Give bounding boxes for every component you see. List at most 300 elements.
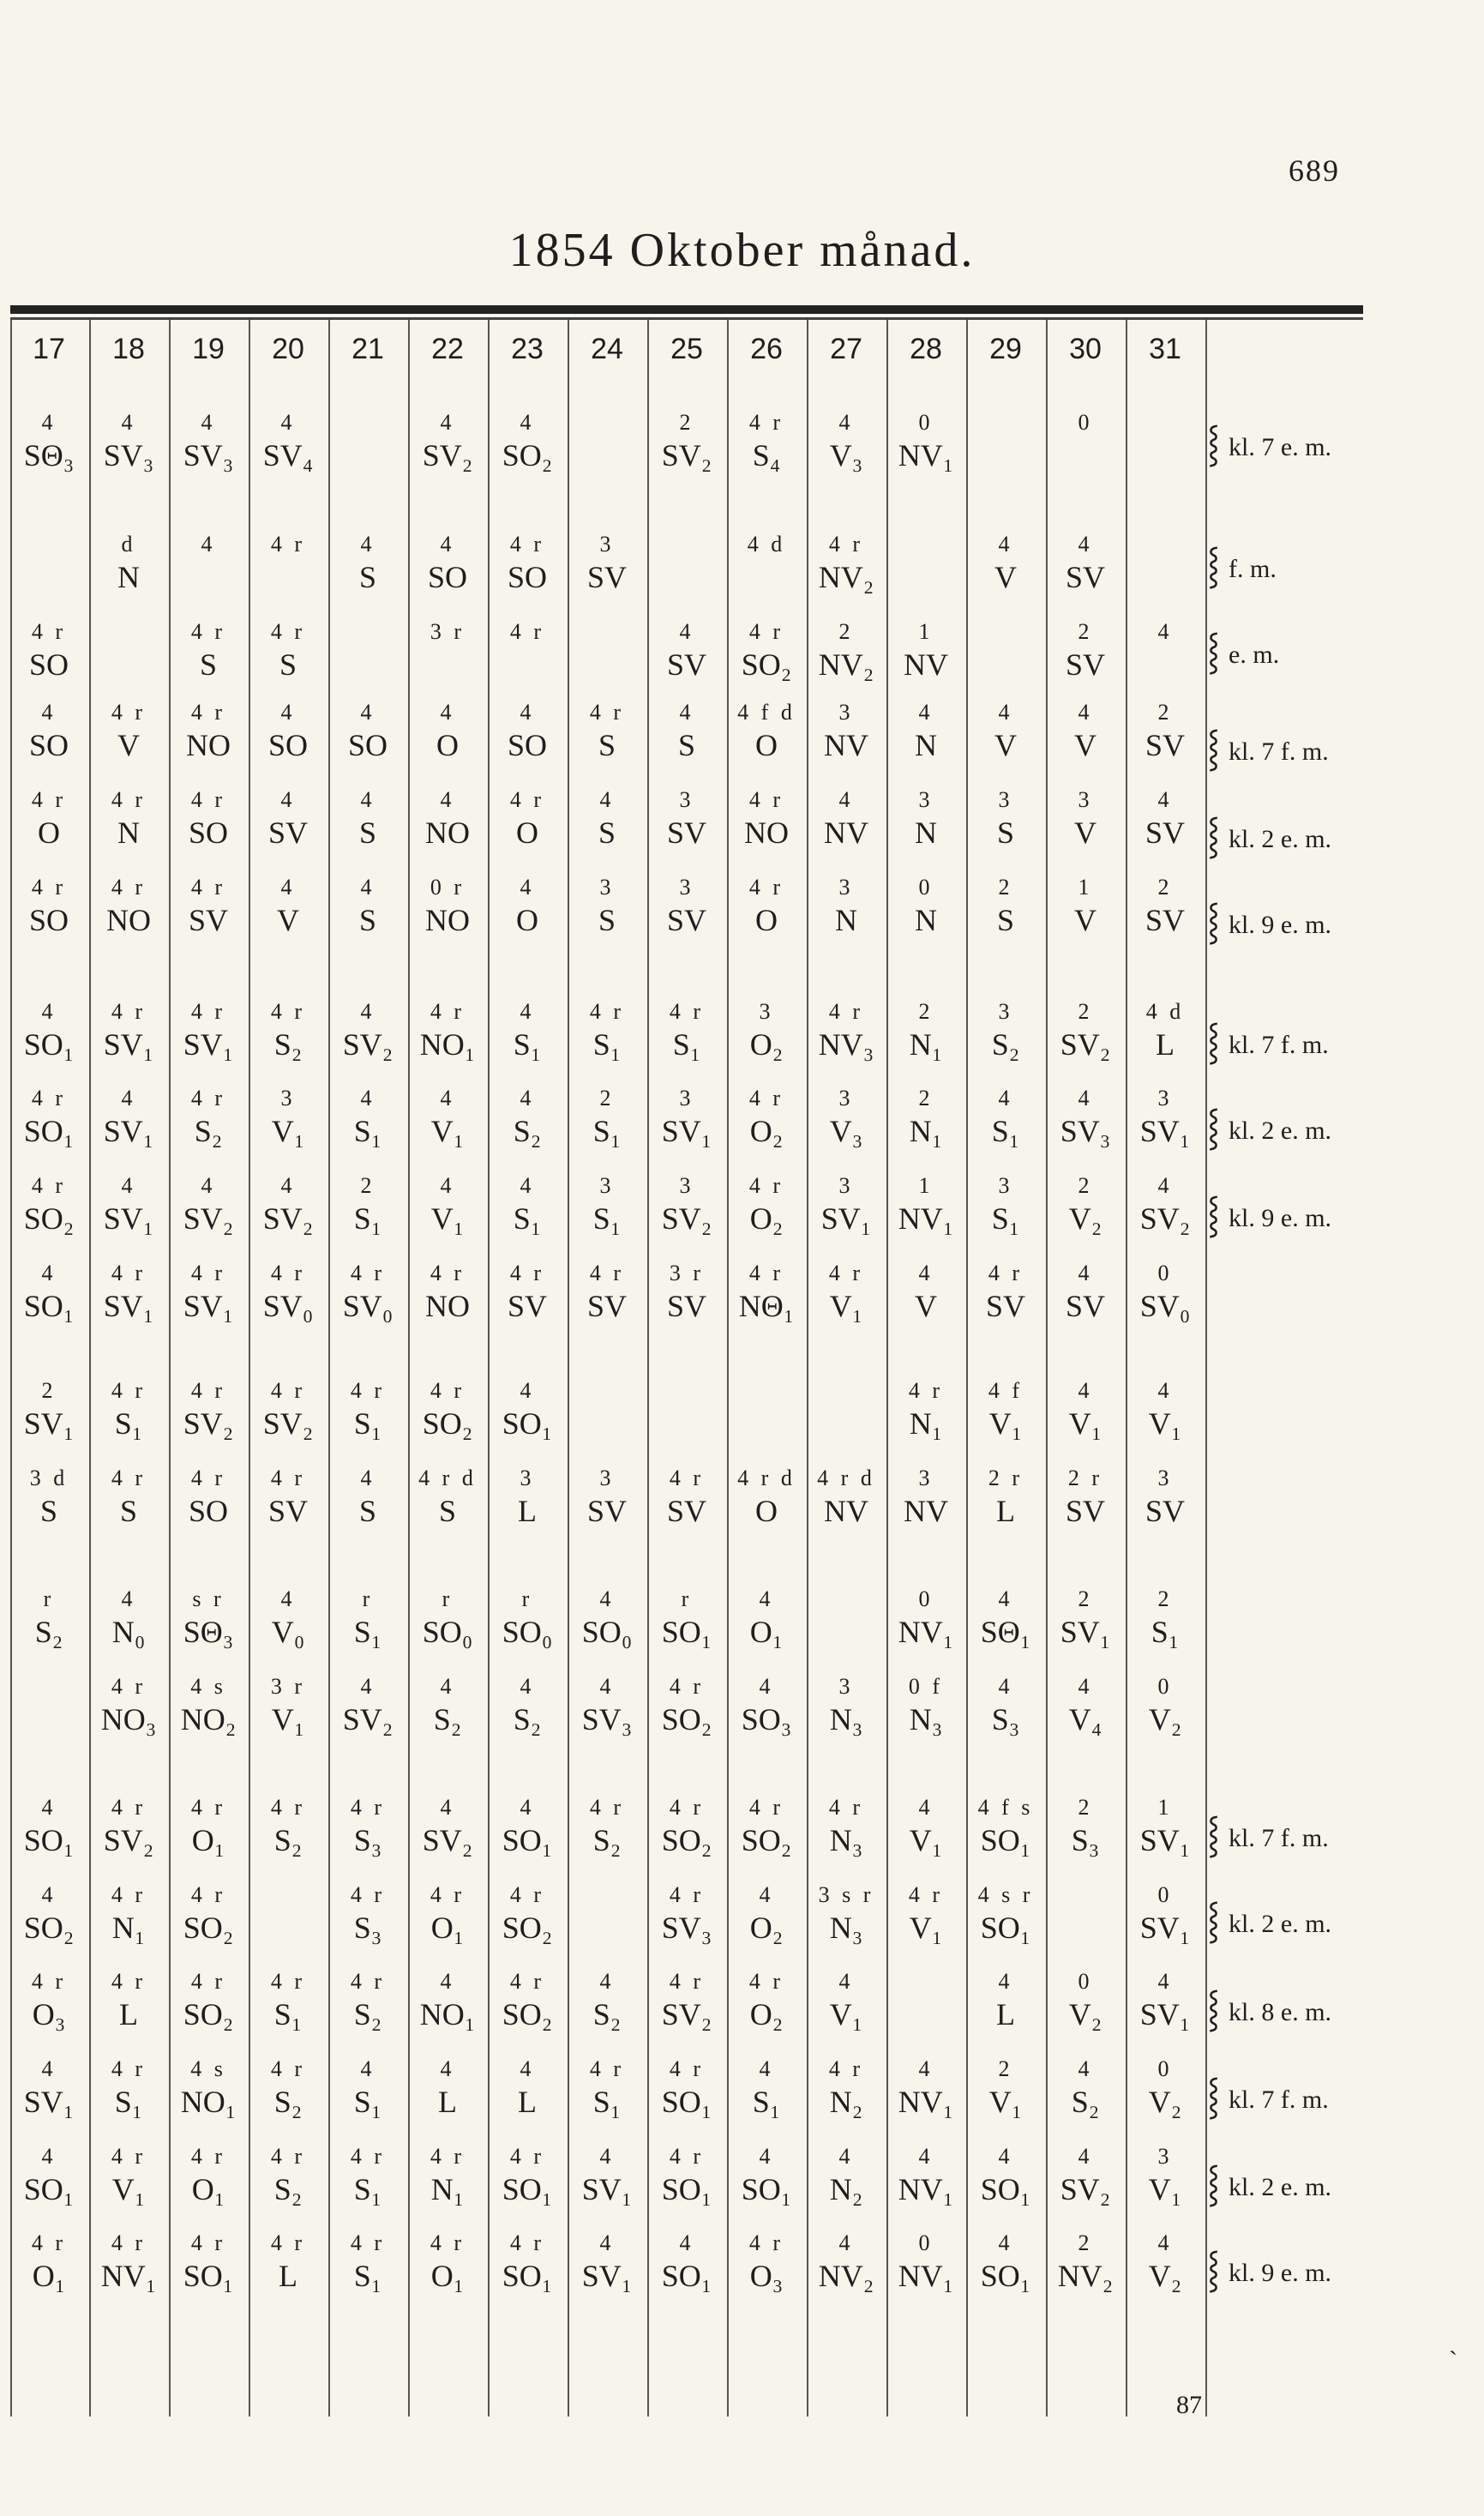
cloud-weather-code: 2 — [1078, 999, 1093, 1024]
observation-cell — [726, 2230, 807, 2294]
observation-cell — [886, 619, 966, 683]
wind-direction: SV₂ — [262, 1201, 314, 1236]
observation-cell — [327, 1086, 408, 1149]
wind-direction: N₃ — [829, 1823, 863, 1857]
observation-cell — [9, 1882, 89, 1946]
cloud-weather-code: 4 r — [589, 2056, 625, 2081]
cloud-weather-code: 4 r — [430, 1261, 466, 1285]
observation-cell — [168, 999, 249, 1062]
observation-cell — [886, 2144, 966, 2207]
wind-direction: O₃ — [32, 1997, 66, 2031]
cloud-weather-code: 4 — [998, 1086, 1013, 1111]
cloud-weather-code: 4 r — [669, 999, 705, 1024]
observation-cell — [248, 1795, 328, 1858]
observation-cell — [487, 1261, 568, 1324]
cloud-weather-code: 4 — [998, 532, 1013, 557]
observation-cell — [168, 1173, 249, 1237]
cloud-weather-code: 1 — [1157, 1795, 1173, 1820]
observation-cell — [327, 875, 408, 938]
observation-cell — [726, 410, 807, 473]
observation-cell — [407, 700, 488, 763]
cloud-weather-code: 0 — [1157, 2056, 1173, 2081]
cloud-weather-code: 4 r — [31, 619, 67, 644]
page-footer-number: 87 — [1176, 2391, 1202, 2419]
cloud-weather-code: 4 — [280, 875, 296, 900]
cloud-weather-code: 3 r — [270, 1674, 306, 1699]
observation-cell — [1125, 1466, 1205, 1529]
wind-direction: N — [117, 560, 140, 594]
cloud-weather-code: 4 d — [747, 532, 786, 557]
cloud-weather-code: 2 — [918, 999, 934, 1024]
cloud-weather-code: 4 r — [111, 1882, 147, 1907]
cloud-weather-code: 3 — [1157, 2144, 1173, 2169]
wind-direction: SO₂ — [741, 1823, 792, 1857]
wind-direction: SO₂ — [502, 438, 553, 473]
wind-direction: SV₃ — [1060, 1114, 1111, 1148]
observation-cell — [646, 2056, 727, 2120]
observation-cell — [88, 1086, 169, 1149]
wind-direction: V₁ — [430, 1114, 465, 1148]
cloud-weather-code: 2 — [1078, 2230, 1093, 2255]
wind-direction: N₃ — [829, 1702, 863, 1737]
observation-cell — [407, 2144, 488, 2207]
cloud-weather-code: 0 — [918, 1586, 934, 1611]
day-header: 31 — [1149, 333, 1181, 365]
cloud-weather-code: 4 — [599, 1586, 615, 1611]
cloud-weather-code: 4 — [1157, 1378, 1173, 1403]
wind-direction: NO₁ — [419, 1027, 476, 1062]
cloud-weather-code: 4 r — [190, 700, 226, 725]
time-note-label: kl. 2 e. m. — [1229, 1117, 1332, 1145]
cloud-weather-code: 2 — [918, 1086, 934, 1111]
cloud-weather-code: 4 — [41, 999, 57, 1024]
wind-direction: V₁ — [111, 2172, 146, 2206]
wind-direction: SO₂ — [661, 1702, 712, 1737]
wind-direction: V₁ — [1148, 2172, 1182, 2206]
time-note — [1207, 1189, 1331, 1237]
wind-direction: SV₁ — [820, 1201, 872, 1236]
day-header: 30 — [1069, 333, 1102, 365]
cloud-weather-code: 4 — [520, 700, 535, 725]
wind-direction: O₁ — [32, 2259, 66, 2293]
observation-cell — [407, 999, 488, 1062]
wind-direction: N₁ — [909, 1114, 943, 1148]
cloud-weather-code: 4 r — [111, 1795, 147, 1820]
wind-direction: S₁ — [353, 1201, 382, 1236]
cloud-weather-code: 4 — [280, 1173, 296, 1198]
day-header: 20 — [272, 333, 304, 365]
cloud-weather-code: 3 — [918, 1466, 934, 1490]
wind-direction: V₂ — [1148, 1702, 1182, 1737]
cloud-weather-code: 4 — [838, 2230, 854, 2255]
cloud-weather-code: 4 — [918, 2144, 934, 2169]
wind-direction: SV — [1145, 728, 1186, 762]
observation-cell — [327, 787, 408, 851]
wind-direction: SO₁ — [661, 2172, 712, 2206]
cloud-weather-code: 4 — [918, 1795, 934, 1820]
wind-direction: O₃ — [749, 2259, 784, 2293]
cloud-weather-code: 4 r — [270, 2230, 306, 2255]
wind-direction: N₂ — [829, 2085, 863, 2119]
wind-direction: SO — [188, 1494, 229, 1528]
brace-icon: ⸾ — [1207, 1989, 1221, 2029]
observation-cell — [9, 1466, 89, 1529]
observation-cell — [487, 619, 568, 647]
wind-direction: SO₂ — [183, 1911, 234, 1945]
time-note-label: kl. 7 f. m. — [1229, 2086, 1329, 2114]
wind-direction: NO₁ — [180, 2085, 237, 2119]
cloud-weather-code: 2 — [599, 1086, 615, 1111]
observation-cell — [965, 2144, 1046, 2207]
wind-direction: N — [915, 728, 937, 762]
observation-cell — [965, 1173, 1046, 1237]
cloud-weather-code: 3 — [838, 1674, 854, 1699]
observation-cell — [567, 875, 647, 938]
time-note — [1207, 2243, 1331, 2292]
wind-direction: SV — [267, 1494, 309, 1528]
wind-direction: N₁ — [909, 1406, 943, 1441]
cloud-weather-code: 4 — [918, 700, 934, 725]
wind-direction: SV₂ — [1060, 1027, 1111, 1062]
wind-direction: SV — [188, 903, 229, 937]
wind-direction: N₁ — [111, 1911, 146, 1945]
wind-direction: SV₁ — [23, 1406, 75, 1441]
observation-cell — [567, 2144, 647, 2207]
cloud-weather-code: r — [43, 1586, 55, 1611]
wind-direction: NO₂ — [180, 1702, 237, 1737]
observation-cell — [886, 2230, 966, 2294]
time-note — [1207, 1983, 1331, 2031]
observation-cell — [1045, 1969, 1126, 2032]
cloud-weather-code: 4 — [41, 2056, 57, 2081]
observation-cell — [806, 1466, 886, 1529]
wind-direction: S — [39, 1494, 58, 1528]
wind-direction: SO — [28, 903, 69, 937]
observation-cell — [1045, 2230, 1126, 2294]
wind-direction: S — [438, 1494, 457, 1528]
observation-cell — [248, 999, 328, 1062]
wind-direction: V — [994, 560, 1017, 594]
brace-icon: ⸾ — [1207, 729, 1221, 768]
cloud-weather-code: 4 r — [31, 1086, 67, 1111]
cloud-weather-code: 4 r — [31, 787, 67, 812]
cloud-weather-code: 4 — [201, 410, 216, 435]
wind-direction: SV₁ — [1139, 1114, 1191, 1148]
observation-cell — [1125, 2230, 1205, 2294]
wind-direction: S₁ — [592, 2085, 622, 2119]
wind-direction: SO₁ — [980, 2172, 1031, 2206]
observation-cell — [567, 1086, 647, 1149]
cloud-weather-code: 4 — [1078, 532, 1093, 557]
cloud-weather-code: 4 — [1078, 2144, 1093, 2169]
wind-direction: SV — [1065, 1289, 1106, 1323]
wind-direction: SO₂ — [502, 1997, 553, 2031]
wind-direction: O₂ — [749, 1114, 784, 1148]
observation-cell — [327, 1586, 408, 1650]
observation-cell — [965, 2056, 1046, 2120]
wind-direction: SO₂ — [502, 1911, 553, 1945]
cloud-weather-code: 4 r — [111, 2056, 147, 2081]
wind-direction: V₁ — [829, 1997, 863, 2031]
observation-cell — [1125, 2056, 1205, 2120]
observation-cell — [407, 1969, 488, 2032]
wind-direction: SO₀ — [422, 1615, 473, 1649]
wind-direction: SV₀ — [342, 1289, 394, 1323]
cloud-weather-code: 4 r — [430, 2144, 466, 2169]
wind-direction: S₁ — [273, 1997, 303, 2031]
wind-direction: L — [996, 1494, 1015, 1528]
wind-direction: SV₂ — [422, 1823, 473, 1857]
observation-cell — [1045, 1378, 1126, 1442]
observation-cell — [1125, 700, 1205, 763]
observation-cell — [806, 1969, 886, 2032]
observation-cell — [726, 1674, 807, 1737]
observation-cell — [487, 410, 568, 473]
wind-direction: SV — [1065, 647, 1106, 682]
observation-cell — [248, 1378, 328, 1442]
observation-cell — [88, 1969, 169, 2032]
brace-icon: ⸾ — [1207, 1195, 1221, 1235]
observation-cell — [327, 1261, 408, 1324]
observation-cell — [806, 1086, 886, 1149]
cloud-weather-code: 4 r — [111, 1969, 147, 1994]
wind-direction: SV₁ — [103, 1289, 154, 1323]
observation-cell — [726, 619, 807, 683]
observation-cell — [487, 1795, 568, 1858]
time-note — [1207, 418, 1331, 466]
wind-direction: SO₁ — [23, 2172, 75, 2206]
wind-direction: NV₂ — [1057, 2259, 1114, 2293]
cloud-weather-code: 4 r — [111, 1261, 147, 1285]
wind-direction: SV₁ — [1139, 1823, 1191, 1857]
observation-cell — [407, 1674, 488, 1737]
cloud-weather-code: 4 r d — [418, 1466, 477, 1490]
observation-cell — [9, 999, 89, 1062]
observation-cell — [168, 700, 249, 763]
observation-cell — [487, 1674, 568, 1737]
wind-direction: SV — [586, 1289, 628, 1323]
cloud-weather-code: 4 r — [828, 1795, 864, 1820]
cloud-weather-code: 4 f s — [977, 1795, 1034, 1820]
wind-direction: NV₁ — [898, 438, 954, 473]
observation-cell — [487, 1378, 568, 1442]
wind-direction: N — [915, 816, 937, 850]
wind-direction: SO₁ — [502, 2259, 553, 2293]
wind-direction: V₁ — [1068, 1406, 1102, 1441]
observation-cell — [646, 1086, 727, 1149]
wind-direction: SO — [28, 647, 69, 682]
cloud-weather-code: 4 r — [669, 1674, 705, 1699]
cloud-weather-code: 3 — [599, 875, 615, 900]
wind-direction: SV₂ — [342, 1027, 394, 1062]
observation-cell — [726, 999, 807, 1062]
observation-cell — [646, 1261, 727, 1324]
observation-cell — [567, 787, 647, 851]
cloud-weather-code: 4 r — [828, 1261, 864, 1285]
observation-cell — [9, 1586, 89, 1650]
cloud-weather-code: 4 — [998, 1586, 1013, 1611]
cloud-weather-code: 2 — [41, 1378, 57, 1403]
brace-icon: ⸾ — [1207, 1022, 1221, 1062]
cloud-weather-code: 4 r — [908, 1882, 944, 1907]
cloud-weather-code: 4 r — [350, 1261, 386, 1285]
observation-cell — [88, 1466, 169, 1529]
wind-direction: S₂ — [273, 2085, 303, 2119]
wind-direction: S₂ — [353, 1997, 382, 2031]
observation-cell — [248, 1173, 328, 1237]
cloud-weather-code: 4 r — [270, 1969, 306, 1994]
wind-direction: NV₁ — [100, 2259, 157, 2293]
observation-cell — [726, 1173, 807, 1237]
cloud-weather-code: 4 r — [31, 2230, 67, 2255]
brace-icon: ⸾ — [1207, 1901, 1221, 1941]
wind-direction: S — [119, 1494, 138, 1528]
cloud-weather-code: r — [442, 1586, 454, 1611]
cloud-weather-code: 4 r — [111, 875, 147, 900]
cloud-weather-code: 4 — [360, 700, 376, 725]
cloud-weather-code: 4 — [41, 700, 57, 725]
day-header: 26 — [750, 333, 783, 365]
cloud-weather-code: 4 — [838, 410, 854, 435]
observation-cell — [88, 999, 169, 1062]
brace-icon: ⸾ — [1207, 816, 1221, 856]
wind-direction: SV₁ — [103, 1201, 154, 1236]
cloud-weather-code: 4 r — [111, 1466, 147, 1490]
cloud-weather-code: 4 r — [509, 532, 545, 557]
wind-direction: O₁ — [430, 2259, 465, 2293]
cloud-weather-code: 3 — [599, 1466, 615, 1490]
observation-cell — [806, 1261, 886, 1324]
day-header: 19 — [192, 333, 225, 365]
cloud-weather-code: 4 r — [589, 700, 625, 725]
cloud-weather-code: 4 — [679, 2230, 694, 2255]
observation-cell — [726, 875, 807, 938]
wind-direction: S₁ — [1151, 1615, 1180, 1649]
observation-cell — [806, 787, 886, 851]
observation-cell — [88, 1586, 169, 1650]
observation-cell — [567, 1261, 647, 1324]
cloud-weather-code: 4 — [1078, 1261, 1093, 1285]
wind-direction: NV₂ — [818, 560, 874, 594]
observation-cell — [327, 1466, 408, 1529]
wind-direction: SO₂ — [23, 1911, 75, 1945]
observation-cell — [487, 2230, 568, 2294]
observation-cell — [726, 700, 807, 763]
observation-cell — [487, 1586, 568, 1650]
observation-cell — [806, 532, 886, 595]
wind-direction: O₁ — [191, 1823, 225, 1857]
observation-cell — [248, 1674, 328, 1737]
observation-cell — [407, 532, 488, 595]
time-note-label: e. m. — [1229, 641, 1280, 669]
cloud-weather-code: 4 r — [350, 1378, 386, 1403]
cloud-weather-code: 4 r — [31, 875, 67, 900]
cloud-weather-code: 4 r — [509, 787, 545, 812]
observation-cell — [9, 875, 89, 938]
cloud-weather-code: 4 r — [190, 1378, 226, 1403]
wind-direction: V — [277, 903, 299, 937]
wind-direction: SV₂ — [183, 1406, 234, 1441]
observation-cell — [9, 787, 89, 851]
cloud-weather-code: 4 r — [748, 619, 784, 644]
observation-cell — [806, 2056, 886, 2120]
wind-direction: S₂ — [513, 1702, 542, 1737]
wind-direction: SO₁ — [23, 1823, 75, 1857]
observation-cell — [248, 619, 328, 683]
cloud-weather-code: 1 — [918, 1173, 934, 1198]
observation-cell — [1045, 1173, 1126, 1237]
cloud-weather-code: 4 r — [748, 410, 784, 435]
cloud-weather-code: 4 — [280, 1586, 296, 1611]
wind-direction: V — [1074, 816, 1096, 850]
time-note-label: kl. 2 e. m. — [1229, 2173, 1332, 2201]
observation-cell — [886, 1173, 966, 1237]
observation-cell — [886, 1882, 966, 1946]
observation-cell — [567, 700, 647, 763]
observation-cell — [248, 1086, 328, 1149]
cloud-weather-code: 4 — [918, 1261, 934, 1285]
observation-cell — [9, 2056, 89, 2120]
observation-cell — [806, 2144, 886, 2207]
observation-cell — [1125, 1086, 1205, 1149]
wind-direction: SV₀ — [262, 1289, 314, 1323]
wind-direction: S₂ — [34, 1615, 63, 1649]
observation-cell — [168, 2144, 249, 2207]
cloud-weather-code: 4 r — [270, 619, 306, 644]
cloud-weather-code: 4 r — [111, 999, 147, 1024]
wind-direction: SO₃ — [741, 1702, 792, 1737]
wind-direction: NO — [186, 728, 231, 762]
wind-direction: NO₃ — [100, 1702, 157, 1737]
cloud-weather-code: 3 — [599, 532, 615, 557]
cloud-weather-code: 4 — [998, 1674, 1013, 1699]
observation-cell — [567, 1466, 647, 1529]
observation-cell — [646, 1674, 727, 1737]
wind-direction: SV — [267, 816, 309, 850]
cloud-weather-code: 3 — [1078, 787, 1093, 812]
cloud-weather-code: 0 — [918, 2230, 934, 2255]
wind-direction: SV — [666, 816, 707, 850]
observation-cell — [248, 532, 328, 559]
observation-cell — [965, 875, 1046, 938]
cloud-weather-code: 4 — [360, 1466, 376, 1490]
wind-direction: S₁ — [513, 1201, 542, 1236]
cloud-weather-code: 4 r — [748, 1173, 784, 1198]
day-header: 27 — [830, 333, 862, 365]
day-header: 25 — [670, 333, 703, 365]
brace-icon: ⸾ — [1207, 632, 1221, 671]
wind-direction: O₂ — [749, 1911, 784, 1945]
wind-direction: V — [994, 728, 1017, 762]
observation-cell — [1125, 787, 1205, 851]
wind-direction: O₁ — [430, 1911, 465, 1945]
wind-direction: O — [755, 903, 778, 937]
brace-icon: ⸾ — [1207, 1108, 1221, 1147]
observation-cell — [487, 1173, 568, 1237]
observation-cell — [886, 1466, 966, 1529]
observation-cell — [327, 1378, 408, 1442]
cloud-weather-code: 3 — [599, 1173, 615, 1198]
cloud-weather-code: 4 — [520, 999, 535, 1024]
observation-cell — [407, 1086, 488, 1149]
cloud-weather-code: 4 r — [190, 2230, 226, 2255]
cloud-weather-code: 4 — [998, 700, 1013, 725]
brace-icon: ⸾ — [1207, 546, 1221, 586]
wind-direction: V₁ — [829, 1289, 863, 1323]
cloud-weather-code: 4 r — [111, 700, 147, 725]
cloud-weather-code: 2 — [998, 875, 1013, 900]
cloud-weather-code: 4 — [41, 2144, 57, 2169]
